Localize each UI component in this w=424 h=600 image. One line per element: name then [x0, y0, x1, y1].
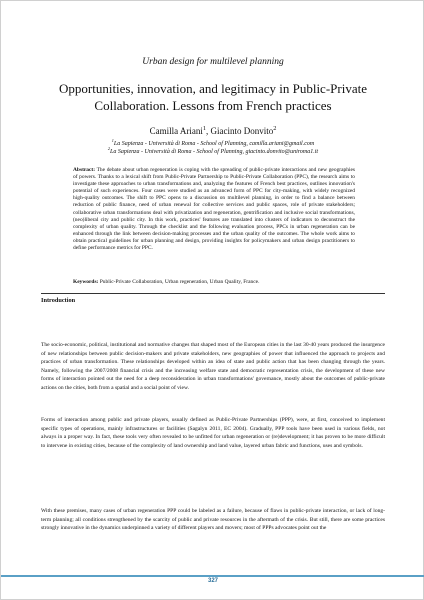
abstract	[73, 167, 355, 252]
affiliation-text: La Sapienza - Università di Roma - School of Planning, giacinto.donvito@uniroma1.it	[109, 149, 319, 155]
section-header: Urban design for multilevel planning	[142, 57, 284, 67]
author-name: Camilla Ariani	[149, 126, 203, 136]
body-paragraph: With these premises, many cases of urban regeneration PPP could be labeled as a failure, because of flaws in public-private interaction, or lack of long-term planning; all conditions strengthened by the scarcity of public and private resources in the aftermath of the crisis. But still, there are some practices strongly innovative in the dynamics underpinned a variety of different players and movers; most of PPPs advocates point out the	[41, 508, 385, 532]
page-number: 327	[207, 578, 218, 584]
affiliation-superscript: 1	[111, 138, 114, 143]
author-line	[1, 126, 424, 136]
body-paragraph: Forms of interaction among public and private players, usually defined as Public-Private Partnerships (PPP), were, at first, conceived to implement specific types of operations, mainly infrastructures or facilities (Sagalyn 2011, EC 2004). Gradually, PPP tools have been used in various fields, not always in a proper way. In fact, these tools very often revealed to be unfitted for urban regeneration or (re)development; it has proven to be more difficult to intervene in existing cities, because of the complexity of land ownership and land value, layered urban fabric and functions, uses and symbols.	[41, 417, 385, 449]
footer-bar	[1, 575, 424, 577]
introduction-heading: Introduction	[41, 297, 76, 304]
affiliation-line	[1, 148, 424, 156]
paper-title: Opportunities, innovation, and legitimacy in Public-Private Collaboration. Lessons from French practices	[59, 81, 367, 113]
affiliation-line	[1, 140, 424, 148]
author-name: Giacinto Donvito	[210, 126, 274, 136]
abstract-label: Abstract:	[73, 167, 96, 173]
author-separator: ,	[206, 126, 211, 136]
author-superscript: 2	[273, 125, 277, 132]
abstract-text: The debate about urban regeneration is coping with the spreading of public-private interactions and new geographies of powers. Thanks to a lexical shift from Public-Private Partnership to Public-Private Collaboration (PPC), the research aims to investigate these approaches to urban transformations and, analyzing the features of French best practices, outlines innovation's potential of such experiences. Four cases were studied as an advanced form of PPC for city-making, with widely recognized high-quality outcomes. The shift to PPC opens to a discussion on multilevel planning, in order to find a balance between reduction of public finance, need of urban renewal for collective services and public spaces, role of private stakeholders; collaborative urban transformations deal with privatization and regeneration, gentrification and inclusive social transformations, (neo)liberal city and public city. In this work, practices' features are translated into clusters of indicators to deconstruct the complexity of urban quality. Through the checklist and the following evaluation process, PPCs in urban regeneration can be enhanced through the link between decision-making processes and the urban quality of the outcomes. The whole work aims to obtain practical guidelines for urban planning and design, providing insights for policymakers and urban design practitioners to define performance metrics for PPC.	[73, 167, 355, 252]
affiliation-text: La Sapienza - Università di Roma - School of Planning, camilla.ariani@gmail.com	[113, 141, 315, 147]
affiliations	[1, 140, 424, 156]
keywords-text: Public-Private Collaboration, Urban regeneration, Urban Quality, France.	[98, 279, 260, 285]
author-superscript: 1	[202, 125, 206, 132]
body-paragraph: The socio-economic, political, institutional and normative changes that shaped most of the European cities in the last 30-40 years produced the insurgence of new relationships between public decision-makers and private stakeholders, new geographies of power that influenced the approach to projects and practices of urban transformation. These relationships developed within an idea of state and public action that has been changing through the years. Namely, following the 2007/2008 financial crisis and the increasing welfare state and democratic representation crisis, the development of these new forms of interaction pointed out the need for a deep reconsideration in urban transformations' governance, mostly about the outcomes of public-private actions on the cities, both from a spatial and a social point of view.	[41, 342, 385, 391]
affiliation-superscript: 2	[107, 146, 110, 151]
section-divider	[41, 293, 385, 294]
keywords	[73, 279, 355, 286]
keywords-label: Keywords:	[73, 279, 99, 285]
